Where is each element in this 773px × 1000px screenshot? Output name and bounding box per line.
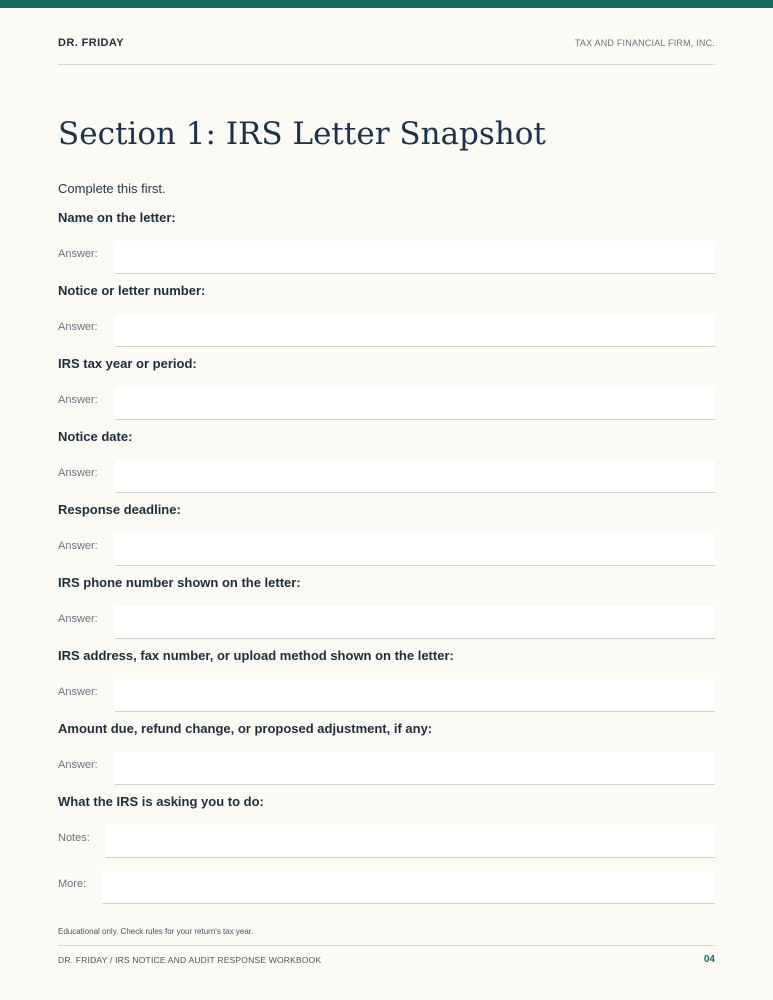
footer-workbook-title: DR. FRIDAY / IRS NOTICE AND AUDIT RESPONSE WORKBOOK (58, 955, 322, 965)
field-label-irs-phone: IRS phone number shown on the letter: (58, 575, 301, 590)
answer-field-notice-date[interactable] (115, 460, 715, 493)
answer-label: Answer: (58, 321, 98, 333)
firm-name: TAX AND FINANCIAL FIRM, INC. (574, 38, 715, 48)
answer-label: Answer: (58, 394, 98, 406)
answer-label: Answer: (58, 467, 98, 479)
answer-field-irs-phone[interactable] (115, 606, 715, 639)
notes-field[interactable] (106, 825, 715, 858)
answer-label: Answer: (58, 759, 98, 771)
answer-label: Answer: (58, 248, 98, 260)
footer-divider (58, 945, 715, 946)
answer-label: Answer: (58, 540, 98, 552)
page-number: 04 (703, 954, 715, 965)
page-title: Section 1: IRS Letter Snapshot (58, 116, 546, 152)
brand-name: DR. FRIDAY (58, 37, 124, 49)
answer-label: Answer: (58, 613, 98, 625)
field-label-name: Name on the letter: (58, 210, 176, 225)
field-label-irs-request: What the IRS is asking you to do: (58, 794, 264, 809)
answer-field-notice-number[interactable] (115, 314, 715, 347)
field-label-irs-address: IRS address, fax number, or upload method shown on the letter: (58, 648, 454, 663)
field-label-response-deadline: Response deadline: (58, 502, 181, 517)
field-label-tax-year: IRS tax year or period: (58, 356, 197, 371)
disclaimer-note: Educational only. Check rules for your return's tax year. (58, 927, 254, 936)
answer-field-irs-address[interactable] (115, 679, 715, 712)
intro-text: Complete this first. (58, 181, 166, 196)
answer-field-tax-year[interactable] (115, 387, 715, 420)
notes-label: Notes: (58, 832, 90, 844)
field-label-notice-number: Notice or letter number: (58, 283, 206, 298)
answer-field-name[interactable] (115, 241, 715, 274)
header-divider (58, 64, 715, 65)
more-field[interactable] (102, 871, 715, 904)
page-header (58, 37, 715, 51)
answer-field-amount-due[interactable] (115, 752, 715, 785)
field-label-amount-due: Amount due, refund change, or proposed adjustment, if any: (58, 721, 433, 736)
answer-field-response-deadline[interactable] (115, 533, 715, 566)
answer-label: Answer: (58, 686, 98, 698)
more-label: More: (58, 878, 87, 890)
field-label-notice-date: Notice date: (58, 429, 133, 444)
top-accent-bar (0, 0, 773, 8)
